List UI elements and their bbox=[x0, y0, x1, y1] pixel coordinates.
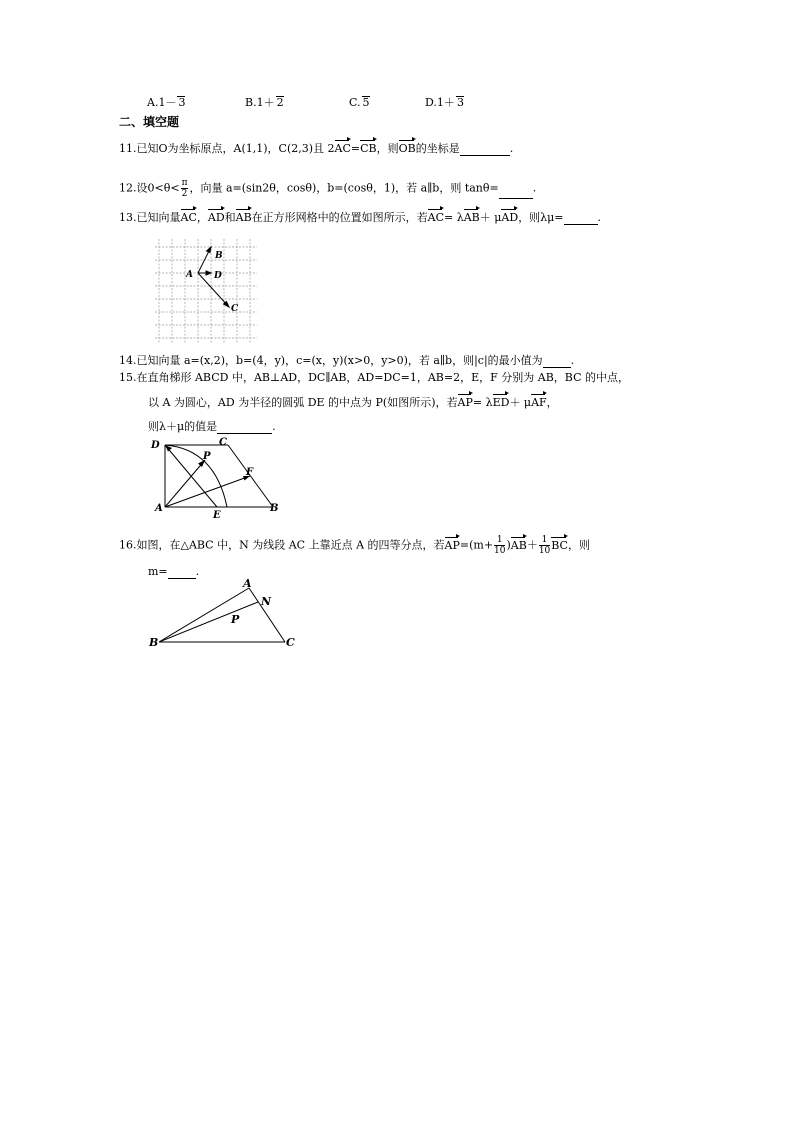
answer-blank bbox=[499, 198, 533, 199]
option-c: C. 5 bbox=[349, 96, 370, 109]
section-title: 二、填空题 bbox=[119, 115, 180, 129]
label-A: A bbox=[243, 577, 252, 590]
question-13: 13.已知向量AC，AD和AB在正方形网格中的位置如图所示，若AC= λAB＋ μAD，则λμ= . bbox=[119, 211, 602, 224]
label-C: C bbox=[231, 304, 239, 314]
label-C: C bbox=[219, 437, 227, 448]
question-15-line1: 15.在直角梯形 ABCD 中，AB⊥AD，DC∥AB，AD=DC=1，AB=2，E，F 分别为 AB，BC 的中点， bbox=[119, 371, 629, 384]
label-P: P bbox=[231, 613, 240, 626]
label-A: A bbox=[186, 270, 193, 280]
fraction: $\frac{\pi}{2}$ bbox=[181, 178, 188, 199]
option-a: A.1－ 3 bbox=[147, 96, 186, 109]
label-B: B bbox=[215, 251, 223, 261]
answer-blank bbox=[564, 224, 598, 225]
option-b: B.1＋ 2 bbox=[245, 96, 284, 109]
fraction: $\frac{1}{10}$ bbox=[494, 535, 506, 556]
option-d: D.1＋ 3 bbox=[425, 96, 464, 109]
figure-15-trapezoid bbox=[145, 435, 290, 525]
label-N: N bbox=[261, 595, 272, 608]
question-15-line3: 则λ＋μ的值是 . bbox=[148, 420, 276, 433]
label-B: B bbox=[270, 503, 279, 514]
label-E: E bbox=[213, 510, 221, 521]
question-12: 12.设0<θ< $\frac{\pi}{2}$ ，向量 a=(sin2θ，cosθ)，b=(cosθ，1)，若 a∥b，则 tanθ= . bbox=[119, 178, 537, 199]
label-F: F bbox=[246, 467, 254, 478]
label-B: B bbox=[149, 636, 159, 649]
answer-blank bbox=[217, 433, 272, 434]
figure-13-grid bbox=[150, 237, 262, 345]
question-16-line2: m= . bbox=[148, 565, 200, 578]
label-C: C bbox=[286, 636, 295, 649]
figure-16-triangle bbox=[145, 576, 305, 654]
label-D: D bbox=[151, 440, 160, 451]
answer-blank bbox=[543, 367, 571, 368]
question-16: 16.如图，在△ABC 中，N 为线段 AC 上靠近点 A 的四等分点，若AP=(m+ $\frac{1}{10}$ )AB＋ $\frac{1}{10}$ BC，则 bbox=[119, 535, 590, 556]
label-A: A bbox=[155, 503, 163, 514]
answer-blank bbox=[460, 155, 510, 156]
question-11: 11.已知O为坐标原点，A(1,1)，C(2,3)且 2AC=CB，则OB的坐标是 . bbox=[119, 142, 514, 155]
label-P: P bbox=[203, 451, 211, 462]
question-14: 14.已知向量 a=(x,2)，b=(4，y)，c=(x，y)(x>0，y>0)，若 a∥b，则|c|的最小值为 . bbox=[119, 354, 575, 367]
fraction: $\frac{1}{10}$ bbox=[538, 535, 551, 556]
question-15-line2: 以 A 为圆心，AD 为半径的圆弧 DE 的中点为 P(如图所示)，若AP= λED＋ μAF， bbox=[148, 396, 558, 409]
label-D: D bbox=[214, 271, 222, 281]
